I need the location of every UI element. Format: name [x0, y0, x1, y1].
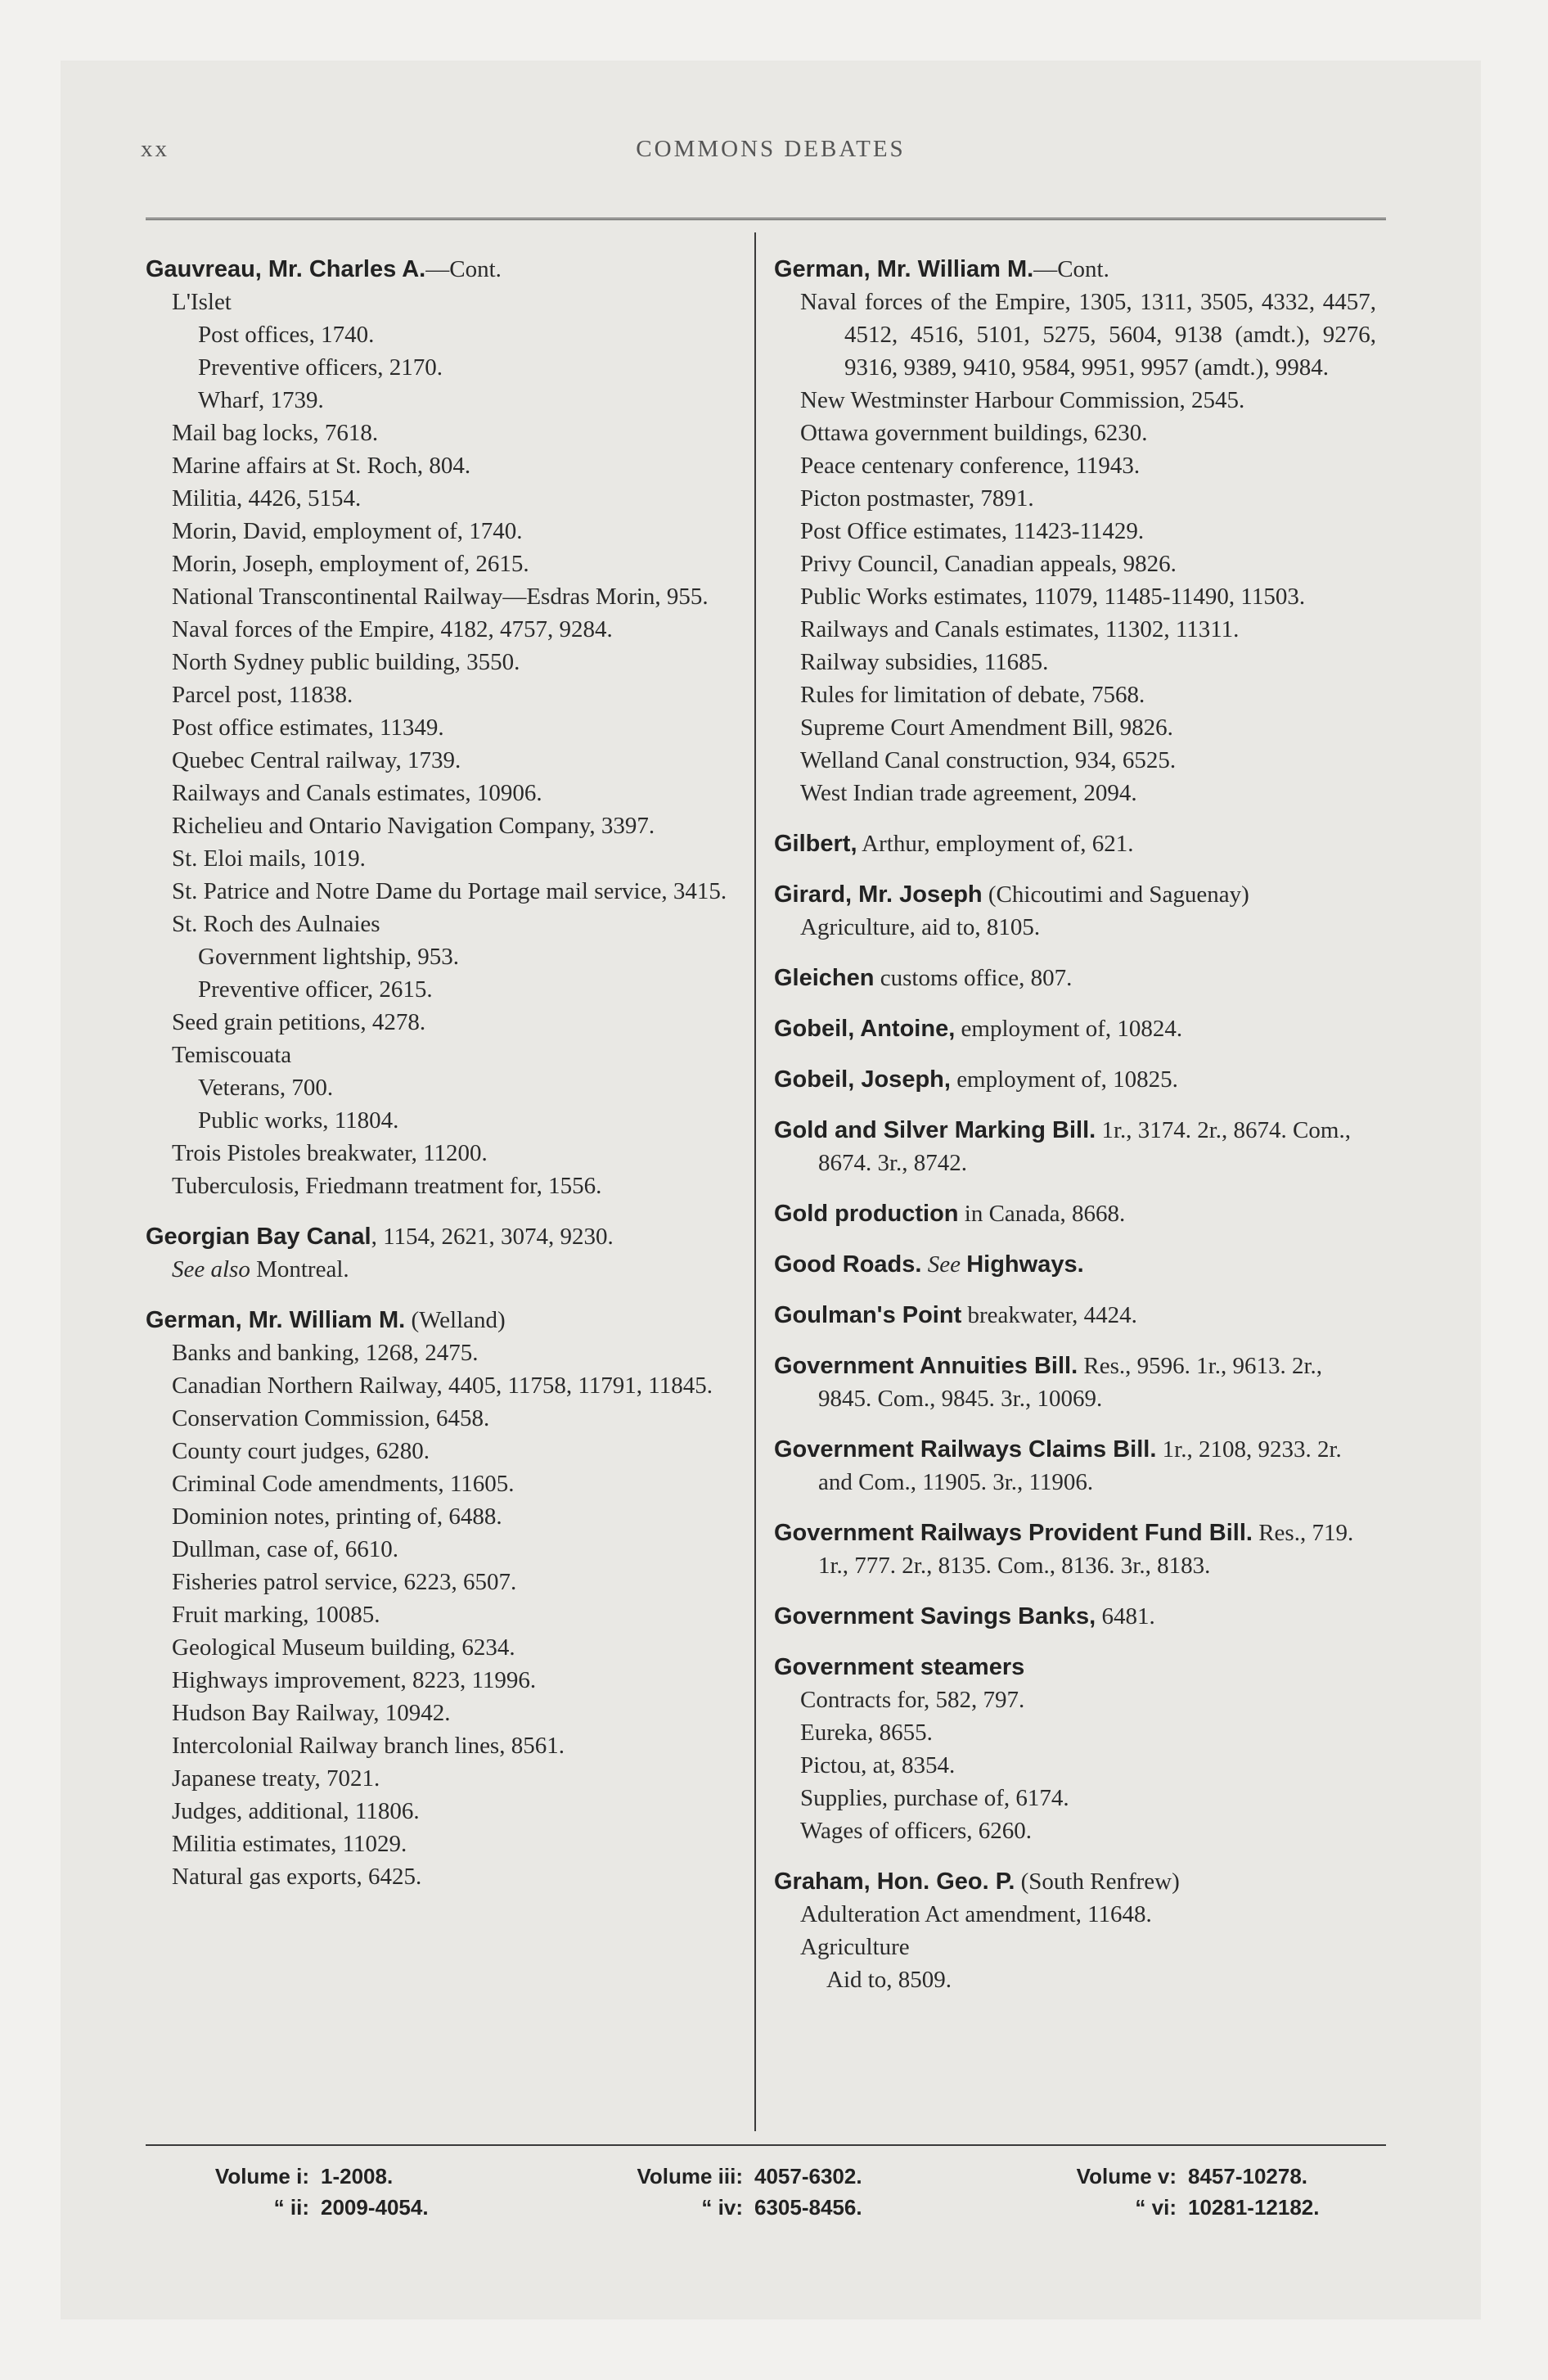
entry-name: Government steamers — [774, 1654, 1025, 1680]
subentry: Hudson Bay Railway, 10942. — [172, 1700, 451, 1726]
entry-heading-tail: (Chicoutimi and Saguenay) — [982, 881, 1249, 908]
subentry: Post office estimates, 11349. — [172, 714, 444, 741]
subentry: Mail bag locks, 7618. — [172, 420, 379, 446]
entry-name: Gauvreau, Mr. Charles A. — [146, 256, 426, 282]
subentry: Picton postmaster, 7891. — [800, 485, 1034, 512]
subentry: Morin, David, employment of, 1740. — [172, 518, 523, 544]
subentry: Militia estimates, 11029. — [172, 1831, 407, 1857]
subentry: Railways and Canals estimates, 10906. — [172, 780, 542, 806]
index-entry — [774, 1350, 1376, 1415]
entry-name: Goulman's Point — [774, 1302, 962, 1328]
subentry: County court judges, 6280. — [172, 1438, 430, 1464]
subentry: Parcel post, 11838. — [172, 682, 353, 708]
subentry: National Transcontinental Railway—Esdras Morin, 955. — [172, 584, 709, 610]
entry-heading-tail: Res., 719. 1r., 777. 2r., 8135. Com., 8136. 3r., 8183. — [818, 1520, 1354, 1579]
entry-heading — [774, 1012, 1376, 1045]
entry-heading-tail: in Canada, 8668. — [958, 1201, 1126, 1227]
entry-name: German, Mr. William M. — [146, 1307, 406, 1333]
index-entry — [774, 1114, 1376, 1179]
entry-heading-tail: Res., 9596. 1r., 9613. 2r., 9845. Com., 9845. 3r., 10069. — [818, 1353, 1323, 1412]
column-divider — [754, 232, 756, 2131]
entry-name: Gleichen — [774, 965, 875, 991]
entry-heading — [774, 1517, 1376, 1582]
subentry: Privy Council, Canadian appeals, 9826. — [800, 551, 1177, 577]
footer-volume: Volume iii: 4057-6302. — [637, 2164, 862, 2188]
subentry: Quebec Central railway, 1739. — [172, 747, 461, 773]
index-entry — [774, 1063, 1376, 1096]
index-entry — [146, 253, 751, 1202]
entry-heading-tail: —Cont. — [1033, 256, 1109, 282]
entry-heading-tail: —Cont. — [425, 256, 502, 282]
subentry: Japanese treaty, 7021. — [172, 1765, 380, 1792]
right-column — [774, 253, 1376, 2014]
entry-heading — [146, 1304, 751, 1336]
index-entry — [774, 1433, 1376, 1499]
subentry: Preventive officers, 2170. — [198, 354, 443, 381]
entry-name: Government Railways Provident Fund Bill. — [774, 1520, 1253, 1546]
subentry: Dullman, case of, 6610. — [172, 1536, 399, 1562]
subentry: Adulteration Act amendment, 11648. — [800, 1901, 1152, 1927]
index-entry — [774, 878, 1376, 944]
subentry: St. Patrice and Notre Dame du Portage mail service, 3415. — [172, 878, 727, 904]
entry-name: Graham, Hon. Geo. P. — [774, 1868, 1015, 1895]
page-number: xx — [141, 136, 169, 162]
entry-heading — [774, 1063, 1376, 1096]
subentry: Criminal Code amendments, 11605. — [172, 1471, 515, 1497]
index-entry — [774, 253, 1376, 809]
entry-heading — [774, 1433, 1376, 1499]
subentry: Fruit marking, 10085. — [172, 1602, 380, 1628]
entry-heading-tail: 1r., 2108, 9233. 2r. and Com., 11905. 3r., 11906. — [818, 1436, 1342, 1495]
subentry: Natural gas exports, 6425. — [172, 1864, 422, 1890]
header-rule — [146, 218, 1386, 225]
subentry: North Sydney public building, 3550. — [172, 649, 520, 675]
entry-heading-tail: (South Renfrew) — [1015, 1868, 1180, 1895]
entry-heading — [146, 253, 751, 286]
subentry: Fisheries patrol service, 6223, 6507. — [172, 1569, 517, 1595]
subentry: Peace centenary conference, 11943. — [800, 453, 1141, 479]
entry-heading-tail: Arthur, employment of, 621. — [857, 831, 1134, 857]
entry-heading-tail: customs office, 807. — [874, 965, 1073, 991]
subentry: Seed grain petitions, 4278. — [172, 1009, 426, 1035]
entry-heading-tail: employment of, 10825. — [950, 1066, 1178, 1093]
index-entry — [146, 1304, 751, 1893]
footer-group — [579, 2161, 862, 2223]
subentry: Wages of officers, 6260. — [800, 1818, 1033, 1844]
left-column — [146, 253, 751, 1911]
entry-heading — [774, 1248, 1376, 1281]
entry-name: Georgian Bay Canal — [146, 1224, 371, 1250]
entry-name: Government Railways Claims Bill. — [774, 1436, 1157, 1463]
subentry: St. Roch des Aulnaies — [172, 911, 380, 937]
subentry: Pictou, at, 8354. — [800, 1752, 956, 1778]
entry-heading — [774, 1865, 1376, 1898]
subentry: Supplies, purchase of, 6174. — [800, 1785, 1069, 1811]
footer-volume: “ vi: 10281-12182. — [1135, 2195, 1320, 2220]
subentry: Banks and banking, 1268, 2475. — [172, 1340, 479, 1366]
subentry: Naval forces of the Empire, 4182, 4757, 9284. — [172, 616, 613, 642]
subentry: Welland Canal construction, 934, 6525. — [800, 747, 1177, 773]
entry-heading — [146, 1220, 751, 1253]
see-target: Highways. — [966, 1251, 1084, 1278]
entry-name: Government Savings Banks, — [774, 1603, 1096, 1629]
see-reference: See — [927, 1251, 961, 1278]
entry-heading — [774, 962, 1376, 994]
subentry: Supreme Court Amendment Bill, 9826. — [800, 714, 1173, 741]
footer-rule — [146, 2144, 1386, 2146]
entry-name: Good Roads. — [774, 1251, 922, 1278]
entry-heading — [774, 1350, 1376, 1415]
subentry: Railway subsidies, 11685. — [800, 649, 1049, 675]
subentry: Government lightship, 953. — [198, 944, 459, 970]
subentry: Naval forces of the Empire, 1305, 1311, 3505, 4332, 4457, 4512, 4516, 5101, 5275, 5604, 9138 (amdt.), 9276, 9316, 9389, 9410, 9584, 9951, 9957 (amdt.), 9984. — [800, 289, 1376, 381]
subentry — [146, 1253, 751, 1286]
footer-volume: “ ii: 2009-4054. — [273, 2195, 429, 2220]
subentry: Marine affairs at St. Roch, 804. — [172, 453, 471, 479]
index-entry — [774, 1517, 1376, 1582]
entry-name: Gold production — [774, 1201, 959, 1227]
entry-heading — [774, 1600, 1376, 1633]
subentry: Militia, 4426, 5154. — [172, 485, 362, 512]
entry-name: Gobeil, Joseph, — [774, 1066, 951, 1093]
subentry: West Indian trade agreement, 2094. — [800, 780, 1137, 806]
entry-name: Gilbert, — [774, 831, 857, 857]
footer-volume: Volume v: 8457-10278. — [1076, 2164, 1308, 2188]
index-entry — [146, 1220, 751, 1286]
subentry: Highways improvement, 8223, 11996. — [172, 1667, 537, 1693]
subentry: Public works, 11804. — [198, 1107, 399, 1134]
subentry: Railways and Canals estimates, 11302, 11311. — [800, 616, 1240, 642]
see-also-label: See also — [172, 1256, 250, 1282]
footer-volume: Volume i: 1-2008. — [214, 2164, 394, 2188]
subentry: Agriculture — [800, 1934, 910, 1960]
index-entry — [774, 1299, 1376, 1332]
index-entry — [774, 827, 1376, 860]
entry-heading-tail: 6481. — [1096, 1603, 1155, 1629]
entry-name: Gold and Silver Marking Bill. — [774, 1117, 1096, 1143]
index-entry — [774, 1012, 1376, 1045]
index-entry — [774, 1600, 1376, 1633]
index-entry — [774, 1865, 1376, 1996]
entry-heading — [774, 827, 1376, 860]
subentry: Temiscouata — [172, 1042, 292, 1068]
subentry: Dominion notes, printing of, 6488. — [172, 1503, 502, 1530]
entry-heading — [774, 1299, 1376, 1332]
subentry: Post offices, 1740. — [198, 322, 375, 348]
index-entry — [774, 962, 1376, 994]
subentry: Rules for limitation of debate, 7568. — [800, 682, 1145, 708]
subentry: Richelieu and Ontario Navigation Company, 3397. — [172, 813, 655, 839]
entry-heading — [774, 1197, 1376, 1230]
page — [61, 61, 1481, 2319]
entry-heading — [774, 1651, 1376, 1684]
subentry: L'Islet — [172, 289, 232, 315]
index-entry — [774, 1248, 1376, 1281]
subentry: Trois Pistoles breakwater, 11200. — [172, 1140, 488, 1166]
footer-volume: “ iv: 6305-8456. — [701, 2195, 862, 2220]
entry-heading — [774, 1114, 1376, 1179]
subentry: Geological Museum building, 6234. — [172, 1634, 515, 1661]
footer-group — [146, 2161, 429, 2223]
subentry: Public Works estimates, 11079, 11485-11490, 11503. — [800, 584, 1306, 610]
subentry: Post Office estimates, 11423-11429. — [800, 518, 1145, 544]
volume-index-footer — [146, 2161, 1386, 2234]
entry-name: Government Annuities Bill. — [774, 1353, 1078, 1379]
entry-heading-tail: , 1154, 2621, 3074, 9230. — [371, 1224, 614, 1250]
subentry: New Westminster Harbour Commission, 2545. — [800, 387, 1245, 413]
subentry: Agriculture, aid to, 8105. — [800, 914, 1041, 940]
subentry: Tuberculosis, Friedmann treatment for, 1556. — [172, 1173, 602, 1199]
page-header — [61, 136, 1481, 177]
entry-heading-tail: 1r., 3174. 2r., 8674. Com., 8674. 3r., 8742. — [818, 1117, 1351, 1176]
index-entry — [774, 1197, 1376, 1230]
entry-heading — [774, 878, 1376, 911]
see-also-target: Montreal. — [250, 1256, 349, 1282]
entry-heading-tail: employment of, 10824. — [955, 1016, 1183, 1042]
entry-heading-tail: breakwater, 4424. — [961, 1302, 1137, 1328]
entry-name: Girard, Mr. Joseph — [774, 881, 983, 908]
entry-heading-tail: (Welland) — [405, 1307, 506, 1333]
subentry: Preventive officer, 2615. — [198, 976, 433, 1003]
subentry: Canadian Northern Railway, 4405, 11758, 11791, 11845. — [172, 1373, 713, 1399]
subentry: Wharf, 1739. — [198, 387, 324, 413]
index-entry — [774, 1651, 1376, 1847]
subentry: Judges, additional, 11806. — [172, 1798, 420, 1824]
subentry: Aid to, 8509. — [826, 1967, 952, 1993]
entry-heading — [774, 253, 1376, 286]
running-title: COMMONS DEBATES — [636, 136, 906, 162]
subentry: Morin, Joseph, employment of, 2615. — [172, 551, 529, 577]
subentry: Conservation Commission, 6458. — [172, 1405, 490, 1431]
subentry: Ottawa government buildings, 6230. — [800, 420, 1148, 446]
subentry: St. Eloi mails, 1019. — [172, 845, 366, 872]
subentry: Intercolonial Railway branch lines, 8561. — [172, 1733, 565, 1759]
subentry: Contracts for, 582, 797. — [800, 1687, 1025, 1713]
subentry: Eureka, 8655. — [800, 1720, 933, 1746]
subentry: Veterans, 700. — [198, 1075, 334, 1101]
entry-name: Gobeil, Antoine, — [774, 1016, 956, 1042]
entry-name: German, Mr. William M. — [774, 256, 1034, 282]
footer-group — [1013, 2161, 1319, 2223]
